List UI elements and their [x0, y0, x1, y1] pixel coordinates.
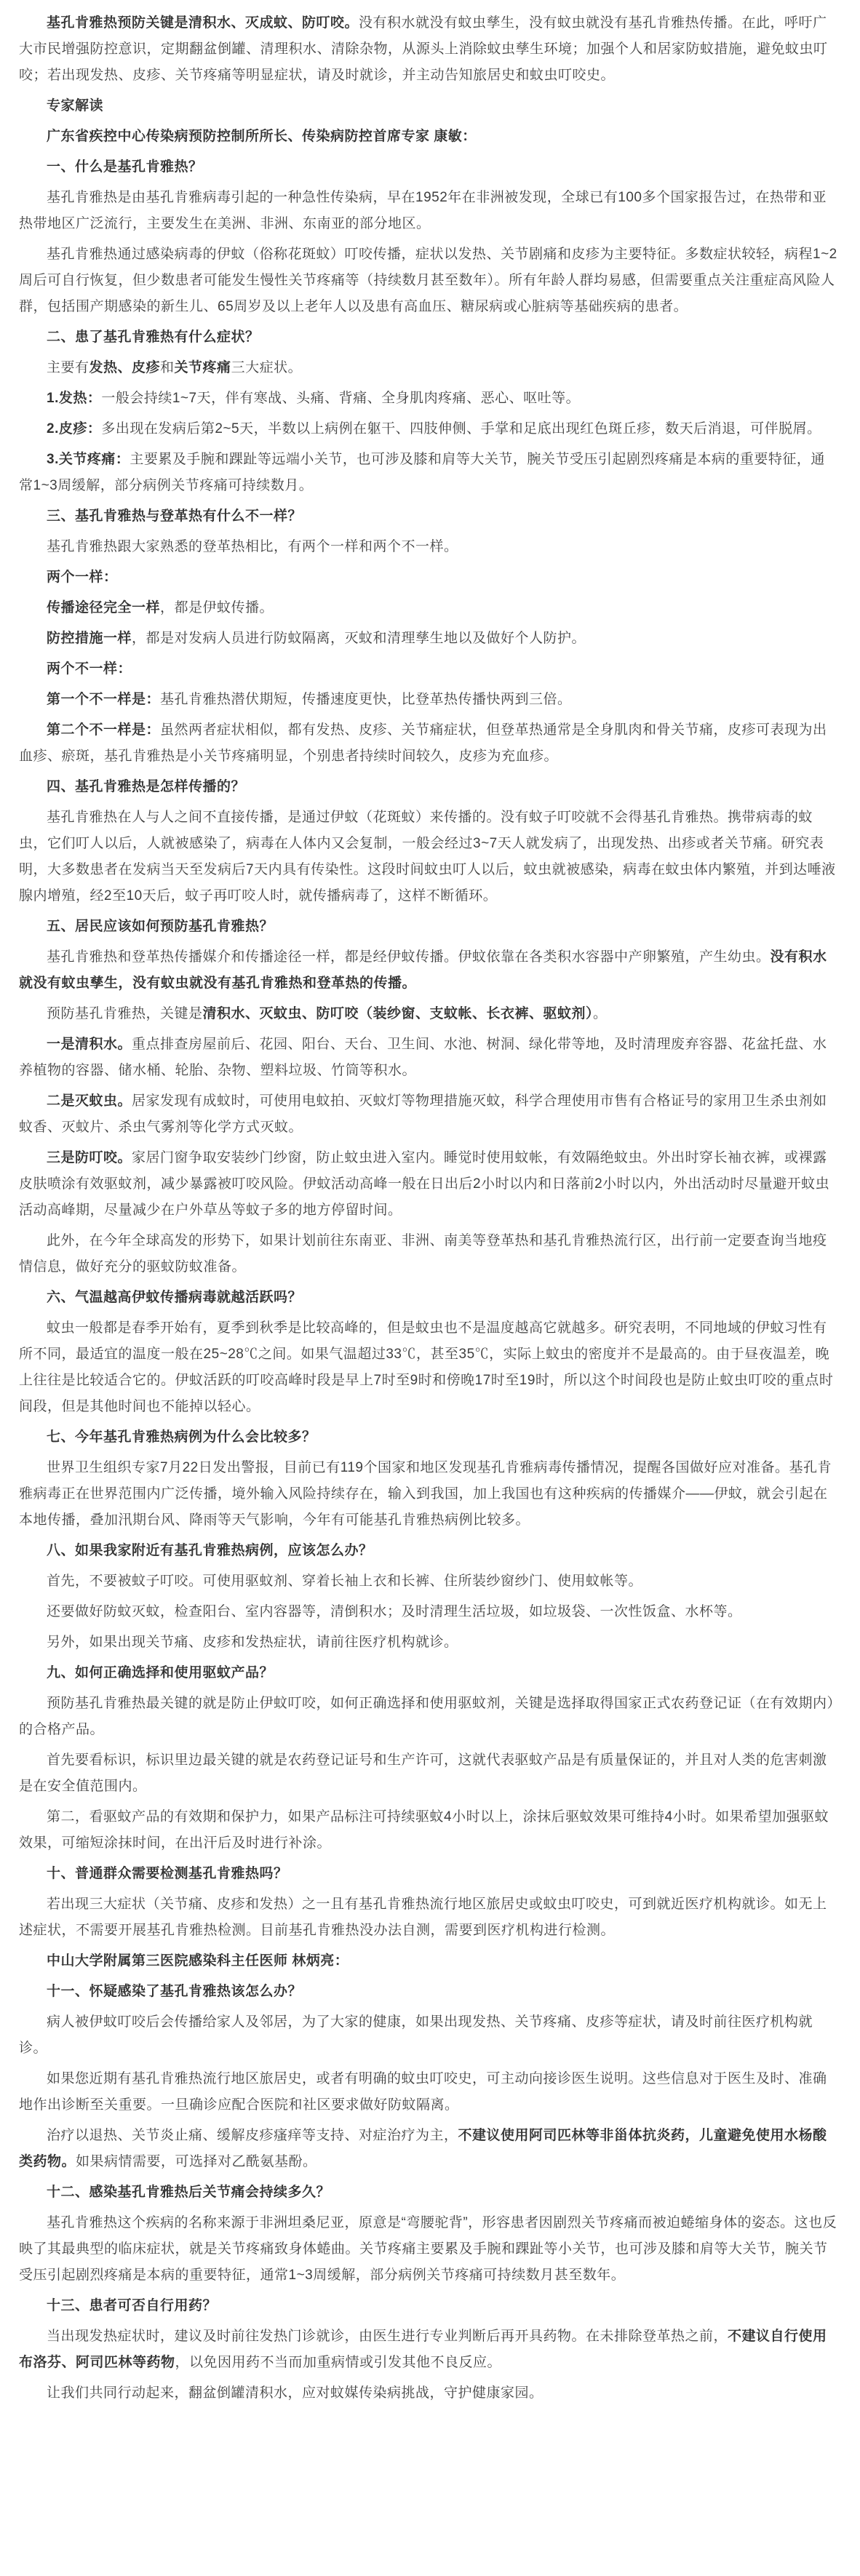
- text-run: 家居门窗争取安装纱门纱窗，防止蚊虫进入室内。睡觉时使用蚊帐，有效隔绝蚊虫。外出时穿长袖衣裤，或裸露皮肤喷涂有效驱蚊剂，减少暴露被叮咬风险。伊蚊活动高峰一般在日出后2小时以内和日落前2小时以内，外出活动时尽量避开蚊虫活动高峰期，尽量减少在户外草丛等蚊子多的地方停留时间。: [19, 1150, 830, 1218]
- bold-text-run: 1.发热：: [47, 391, 102, 406]
- bold-text-run: 一、什么是基孔肯雅热？: [47, 159, 203, 175]
- paragraph: [19, 534, 838, 560]
- heading: [19, 1948, 838, 1974]
- paragraph: [19, 2009, 838, 2062]
- heading: [19, 1979, 838, 2005]
- bold-text-run: 基孔肯雅热预防关键是清积水、灭成蚊、防叮咬。: [47, 15, 359, 31]
- text-run: 一般会持续1~7天，伴有寒战、头痛、背痛、全身肌肉疼痛、恶心、呕吐等。: [101, 391, 581, 406]
- text-run: 主要有: [47, 360, 89, 375]
- paragraph: [19, 1228, 838, 1280]
- bold-text-run: 两个一样：: [47, 570, 118, 585]
- heading: [19, 2180, 838, 2206]
- text-run: 基孔肯雅热和登革热传播媒介和传播途径一样，都是经伊蚊传播。伊蚊依靠在各类积水容器中产卵繁殖，产生幼虫。: [47, 949, 771, 965]
- heading: [19, 1285, 838, 1311]
- text-run: 当出现发热症状时，建议及时前往发热门诊就诊，由医生进行专业判断后再开具药物。在未排除登革热之前，: [47, 2329, 728, 2344]
- heading: [19, 1660, 838, 1686]
- text-run: 世界卫生组织专家7月22日发出警报，目前已有119个国家和地区发现基孔肯雅病毒传播情况，提醒各国做好应对准备。基孔肯雅病毒正在世界范围内广泛传播，境外输入风险持续存在，输入到我国，加上我国也有这种疾病的传播媒介——伊蚊，就会引起在本地传播，叠加汛期台风、降雨等天气影响，今年有可能基孔肯雅热病例比较多。: [19, 1460, 832, 1528]
- text-run: 虽然两者症状相似，都有发热、皮疹、关节痛症状，但登革热通常是全身肌肉和骨关节痛，皮疹可表现为出血疹、瘀斑，基孔肯雅热是小关节疼痛明显，个别患者持续时间较久，皮疹为充血疹。: [19, 722, 827, 764]
- bold-text-run: 专家解读: [47, 98, 104, 113]
- bold-text-run: 八、如果我家附近有基孔肯雅热病例，应该怎么办？: [47, 1543, 373, 1558]
- paragraph: [19, 1088, 838, 1141]
- text-run: 预防基孔肯雅热最关键的就是防止伊蚊叮咬，如何正确选择和使用驱蚊剂，关键是选择取得国家正式农药登记证（在有效期内）的合格产品。: [19, 1696, 835, 1737]
- bold-text-run: 第一个不一样是：: [47, 692, 161, 707]
- text-run: 三大症状。: [231, 360, 303, 375]
- paragraph: [19, 2380, 838, 2406]
- paragraph: [19, 1568, 838, 1595]
- bold-text-run: 十三、患者可否自行用药？: [47, 2298, 218, 2313]
- text-run: 治疗以退热、关节炎止痛、缓解皮疹瘙痒等支持、对症治疗为主，: [47, 2128, 458, 2143]
- text-run: 没有积水就没有蚊虫孳生，没有蚊虫就没有基孔肯雅热传播。在此，呼吁广大市民增强防控意识，定期翻盆倒罐、清理积水、清除杂物，从源头上消除蚊虫孳生环境；加强个人和居家防蚊措施，避免蚊虫叮咬；若出现发热、皮疹、关节疼痛等明显症状，请及时就诊，并主动告知旅居史和蚊虫叮咬史。: [19, 15, 828, 83]
- bold-text-run: 清积水、灭蚊虫、防叮咬（装纱窗、支蚊帐、长衣裤、驱蚊剂）: [202, 1006, 594, 1021]
- bold-text-run: 十二、感染基孔肯雅热后关节痛会持续多久？: [47, 2185, 331, 2200]
- text-run: ，都是伊蚊传播。: [160, 600, 274, 615]
- heading: [19, 565, 838, 591]
- paragraph: [19, 805, 838, 909]
- paragraph: [19, 1032, 838, 1084]
- bold-text-run: 三是防叮咬。: [47, 1150, 132, 1165]
- bold-text-run: 五、居民应该如何预防基孔肯雅热？: [47, 919, 274, 934]
- bold-text-run: 第二个不一样是：: [47, 722, 161, 738]
- heading: [19, 1861, 838, 1887]
- bold-text-run: 3.关节疼痛：: [47, 452, 130, 467]
- text-run: ，以免因用药不当而加重病情或引发其他不良反应。: [175, 2355, 502, 2370]
- text-run: 基孔肯雅热跟大家熟悉的登革热相比，有两个一样和两个不一样。: [47, 539, 458, 554]
- text-run: 第二，看驱蚊产品的有效期和保护力，如果产品标注可持续驱蚊4小时以上，涂抹后驱蚊效果可维持4小时。如果希望加强驱蚊效果，可缩短涂抹时间，在出汗后及时进行补涂。: [19, 1809, 829, 1851]
- heading: [19, 154, 838, 180]
- text-run: 若出现三大症状（关节痛、皮疹和发热）之一且有基孔肯雅热流行地区旅居史或蚊虫叮咬史，可到就近医疗机构就诊。如无上述症状，不需要开展基孔肯雅热检测。目前基孔肯雅热没办法自测，需要到医疗机构进行检测。: [19, 1897, 827, 1938]
- text-run: 另外，如果出现关节痛、皮疹和发热症状，请前往医疗机构就诊。: [47, 1635, 458, 1650]
- paragraph: [19, 1001, 838, 1027]
- bold-text-run: 一是清积水。: [47, 1037, 132, 1052]
- paragraph: [19, 1145, 838, 1224]
- bold-text-run: 没有积水就没有蚊虫孳生，没有蚊虫就没有基孔肯雅热和登革热的传播。: [19, 949, 827, 991]
- paragraph: [19, 687, 838, 713]
- text-run: ，都是对发病人员进行防蚊隔离，灭蚊和清理孳生地以及做好个人防护。: [132, 631, 586, 646]
- bold-text-run: 广东省疾控中心传染病预防控制所所长、传染病防控首席专家 康敏：: [47, 129, 477, 144]
- text-run: 预防基孔肯雅热，关键是: [47, 1006, 203, 1021]
- bold-text-run: 两个不一样：: [47, 661, 132, 677]
- bold-text-run: 三、基孔肯雅热与登革热有什么不一样？: [47, 509, 303, 524]
- text-run: 如果病情需要，可选择对乙酰氨基酚。: [76, 2154, 317, 2169]
- paragraph: [19, 242, 838, 320]
- bold-text-run: 防控措施一样: [47, 631, 132, 646]
- text-run: 病人被伊蚊叮咬后会传播给家人及邻居，为了大家的健康，如果出现发热、关节疼痛、皮疹等症状，请及时前往医疗机构就诊。: [19, 2014, 813, 2056]
- heading: [19, 2293, 838, 2319]
- bold-text-run: 七、今年基孔肯雅热病例为什么会比较多？: [47, 1429, 316, 1445]
- bold-text-run: 四、基孔肯雅热是怎样传播的？: [47, 779, 246, 794]
- text-run: 此外，在今年全球高发的形势下，如果计划前往东南亚、非洲、南美等登革热和基孔肯雅热流行区，出行前一定要查询当地疫情信息，做好充分的驱蚊防蚊准备。: [19, 1233, 827, 1275]
- heading: [19, 1424, 838, 1451]
- heading: [19, 656, 838, 682]
- text-run: 基孔肯雅热这个疾病的名称来源于非洲坦桑尼亚，原意是“弯腰驼背”，形容患者因剧烈关节疼痛而被迫蜷缩身体的姿态。这也反映了其最典型的临床症状，就是关节疼痛致身体蜷曲。关节疼痛主要累及手腕和踝趾等小关节，也可涉及膝和肩等大关节，腕关节受压引起剧烈疼痛是本病的重要特征，通常1~3周缓解，部分病例关节疼痛可持续数月甚至数年。: [19, 2215, 837, 2283]
- heading: [19, 1538, 838, 1564]
- paragraph: [19, 10, 838, 89]
- text-run: 基孔肯雅热潜伏期短，传播速度更快，比登革热传播快两到三倍。: [160, 692, 572, 707]
- text-run: 蚊虫一般都是春季开始有，夏季到秋季是比较高峰的，但是蚊虫也不是温度越高它就越多。研究表明，不同地域的伊蚊习性有所不同，最适宜的温度一般在25~28℃之间。如果气温超过33℃，甚至35℃，实际上蚊虫的密度并不是最高的。由于昼夜温差，晚上往往是比较适合它的。伊蚊活跃的叮咬高峰时段是早上7时至9时和傍晚17时至19时，所以这个时间段也是防止蚊虫叮咬的重点时间段，但是其他时间也不能掉以轻心。: [19, 1320, 834, 1414]
- paragraph: [19, 2066, 838, 2118]
- heading: [19, 324, 838, 351]
- text-run: 还要做好防蚊灭蚊，检查阳台、室内容器等，清倒积水；及时清理生活垃圾，如垃圾袋、一次性饭盒、水杯等。: [47, 1604, 742, 1619]
- text-run: 基孔肯雅热是由基孔肯雅病毒引起的一种急性传染病，早在1952年在非洲被发现，全球已有100多个国家报告过，在热带和亚热带地区广泛流行，主要发生在美洲、非洲、东南亚的部分地区。: [19, 190, 827, 231]
- paragraph: [19, 416, 838, 442]
- paragraph: [19, 1599, 838, 1625]
- text-run: 多出现在发病后第2~5天，半数以上病例在躯干、四肢伸侧、手掌和足底出现红色斑丘疹，数天后消退，可伴脱屑。: [101, 421, 821, 436]
- text-run: 基孔肯雅热通过感染病毒的伊蚊（俗称花斑蚊）叮咬传播，症状以发热、关节剧痛和皮疹为主要特征。多数症状较轻，病程1~2周后可自行恢复，但少数患者可能发生慢性关节疼痛等（持续数月甚至数年）。所有年龄人群均易感，但需要重点关注重症高风险人群，包括围产期感染的新生儿、65周岁及以上老年人以及患有高血压、糖尿病或心脏病等基础疾病的患者。: [19, 247, 837, 314]
- text-run: 重点排查房屋前后、花园、阳台、天台、卫生间、水池、树洞、绿化带等地，及时清理废弃容器、花盆托盘、水养植物的容器、储水桶、轮胎、杂物、塑料垃圾、竹筒等积水。: [19, 1037, 827, 1078]
- paragraph: [19, 185, 838, 237]
- heading: [19, 93, 838, 119]
- text-run: 主要累及手腕和踝趾等远端小关节，也可涉及膝和肩等大关节，腕关节受压引起剧烈疼痛是本病的重要特征，通常1~3周缓解，部分病例关节疼痛可持续数月。: [19, 452, 825, 493]
- text-run: 基孔肯雅热在人与人之间不直接传播，是通过伊蚊（花斑蚊）来传播的。没有蚊子叮咬就不会得基孔肯雅热。携带病毒的蚊虫，它们叮人以后，人就被感染了，病毒在人体内又会复制，一般会经过3~7天人就发病了，出现发热、出疹或者关节痛。研究表明，大多数患者在发病当天至发病后7天内具有传染性。这段时间蚊虫叮人以后，蚊虫就被感染，病毒在蚊虫体内繁殖，并到达唾液腺内增殖，经2至10天后，蚊子再叮咬人时，就传播病毒了，这样不断循环。: [19, 810, 836, 904]
- bold-text-run: 关节疼痛: [174, 360, 231, 375]
- heading: [19, 774, 838, 800]
- bold-text-run: 中山大学附属第三医院感染科主任医师 林炳亮：: [47, 1953, 349, 1969]
- paragraph: [19, 1891, 838, 1944]
- bold-text-run: 十一、怀疑感染了基孔肯雅热该怎么办？: [47, 1984, 303, 1999]
- paragraph: [19, 447, 838, 499]
- paragraph: [19, 626, 838, 652]
- paragraph: [19, 1315, 838, 1420]
- text-run: 。: [593, 1006, 608, 1021]
- paragraph: [19, 2123, 838, 2175]
- paragraph: [19, 1747, 838, 1800]
- bold-text-run: 发热、皮疹: [89, 360, 161, 375]
- bold-text-run: 不建议使用阿司匹林等非甾体抗炎药，儿童避免使用水杨酸类药物。: [19, 2128, 827, 2169]
- paragraph: [19, 2324, 838, 2376]
- paragraph: [19, 386, 838, 412]
- text-run: 让我们共同行动起来，翻盆倒罐清积水，应对蚊媒传染病挑战，守护健康家园。: [47, 2385, 544, 2401]
- paragraph: [19, 2210, 838, 2289]
- heading: [19, 503, 838, 530]
- paragraph: [19, 355, 838, 381]
- bold-text-run: 不建议自行使用布洛芬、阿司匹林等药物: [19, 2329, 827, 2370]
- text-run: 和: [160, 360, 175, 375]
- bold-text-run: 十、普通群众需要检测基孔肯雅热吗？: [47, 1866, 288, 1881]
- bold-text-run: 二、患了基孔肯雅热有什么症状？: [47, 330, 260, 345]
- text-run: 如果您近期有基孔肯雅热流行地区旅居史，或者有明确的蚊虫叮咬史，可主动向接诊医生说明。这些信息对于医生及时、准确地作出诊断至关重要。一旦确诊应配合医院和社区要求做好防蚊隔离。: [19, 2071, 827, 2113]
- paragraph: [19, 595, 838, 621]
- paragraph: [19, 1455, 838, 1534]
- paragraph: [19, 1804, 838, 1857]
- bold-text-run: 传播途径完全一样: [47, 600, 161, 615]
- text-run: 居家发现有成蚊时，可使用电蚊拍、灭蚊灯等物理措施灭蚊，科学合理使用市售有合格证号的家用卫生杀虫剂如蚊香、灭蚊片、杀虫气雾剂等化学方式灭蚊。: [19, 1093, 827, 1135]
- bold-text-run: 九、如何正确选择和使用驱蚊产品？: [47, 1665, 274, 1680]
- heading: [19, 124, 838, 150]
- text-run: 首先，不要被蚊子叮咬。可使用驱蚊剂、穿着长袖上衣和长裤、住所装纱窗纱门、使用蚊帐等。: [47, 1574, 643, 1589]
- bold-text-run: 二是灭蚊虫。: [47, 1093, 132, 1109]
- text-run: 首先要看标识，标识里边最关键的就是农药登记证号和生产许可，这就代表驱蚊产品是有质量保证的，并且对人类的危害刺激是在安全值范围内。: [19, 1752, 827, 1794]
- bold-text-run: 六、气温越高伊蚊传播病毒就越活跃吗？: [47, 1290, 303, 1305]
- bold-text-run: 2.皮疹：: [47, 421, 102, 436]
- heading: [19, 914, 838, 940]
- paragraph: [19, 717, 838, 770]
- paragraph: [19, 1691, 838, 1743]
- paragraph: [19, 1630, 838, 1656]
- paragraph: [19, 944, 838, 997]
